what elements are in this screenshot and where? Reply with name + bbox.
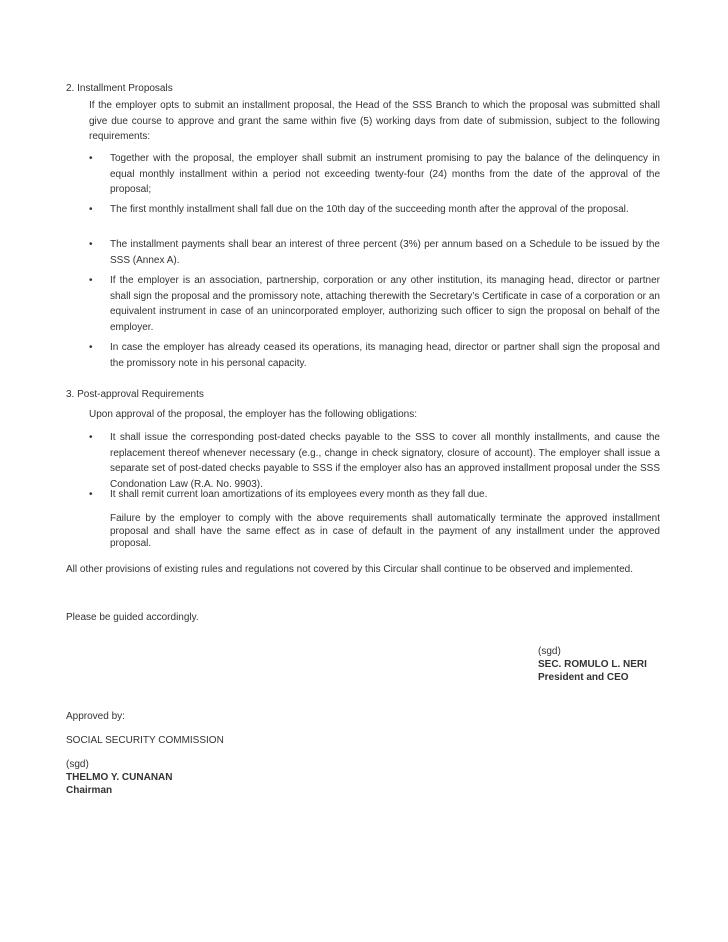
approver-name: THELMO Y. CUNANAN [66,772,173,783]
other-provisions-paragraph: All other provisions of existing rules and regulations not covered by this Circular shall continue to be observed and implemented. [66,564,633,575]
section-2-bullet-5: In case the employer has already ceased its operations, its managing head, director or partner shall sign the proposal and the promissory note in his personal capacity. [110,342,660,369]
signatory-name: SEC. ROMULO L. NERI [538,659,647,670]
commission-name: SOCIAL SECURITY COMMISSION [66,735,224,746]
approved-by-label: Approved by: [66,711,125,722]
failure-note: Failure by the employer to comply with the above requirements shall automatically terminate the approved installment proposal and shall have the same effect as in case of default in the payment of any installment under the approved proposal. [110,513,660,549]
section-2-bullet-1: Together with the proposal, the employer shall submit an instrument promising to pay the balance of the delinquency in equal monthly installment within a period not exceeding twenty-four (24) months from the date of the approval of the proposal; [110,153,660,195]
section-2-intro: If the employer opts to submit an installment proposal, the Head of the SSS Branch to which the proposal was submitted shall give due course to approve and grant the same within five (5) working days from date of submission, subject to the following requirements: [89,100,660,142]
signatory-block [538,645,647,684]
bullet-icon: • [89,489,93,500]
section-2-bullet-2: The first monthly installment shall fall due on the 10th day of the succeeding month after the approval of the proposal. [110,204,629,215]
bullet-icon: • [89,204,93,215]
section-2-heading: 2. Installment Proposals [66,83,173,94]
bullet-icon: • [89,153,93,164]
signatory-sgd: (sgd) [538,646,561,657]
section-2-bullet-3: The installment payments shall bear an interest of three percent (3%) per annum based on a Schedule to be issued by the SSS (Annex A). [110,239,660,266]
approver-block [66,758,172,797]
guided-line: Please be guided accordingly. [66,612,199,623]
section-3-heading: 3. Post-approval Requirements [66,389,204,400]
section-3-bullet-1: It shall issue the corresponding post-dated checks payable to the SSS to cover all monthly installments, and cause the replacement thereof whenever necessary (e.g., change in check signatory, closure of account). The employer shall issue a separate set of post-dated checks payable to SSS if the employer also has an approved installment proposal under the SSS Condonation Law (R.A. No. 9903). [110,432,660,490]
section-3-bullet-2: It shall remit current loan amortizations of its employees every month as they fall due. [110,489,488,500]
bullet-icon: • [89,342,93,353]
bullet-icon: • [89,275,93,286]
section-3-intro: Upon approval of the proposal, the employer has the following obligations: [89,409,417,420]
approver-sgd: (sgd) [66,759,89,770]
bullet-icon: • [89,239,93,250]
bullet-icon: • [89,432,93,443]
signatory-title: President and CEO [538,672,629,683]
approver-title: Chairman [66,785,113,796]
section-2-bullet-4: If the employer is an association, partnership, corporation or any other institution, its managing head, director or partner shall sign the proposal and the promissory note, attaching therewith the Secretary’s Certificate in case of a corporation or an equivalent instrument in case of an unincorporated employer, authorizing such officer to sign the proposal on behalf of the employer. [110,275,660,333]
